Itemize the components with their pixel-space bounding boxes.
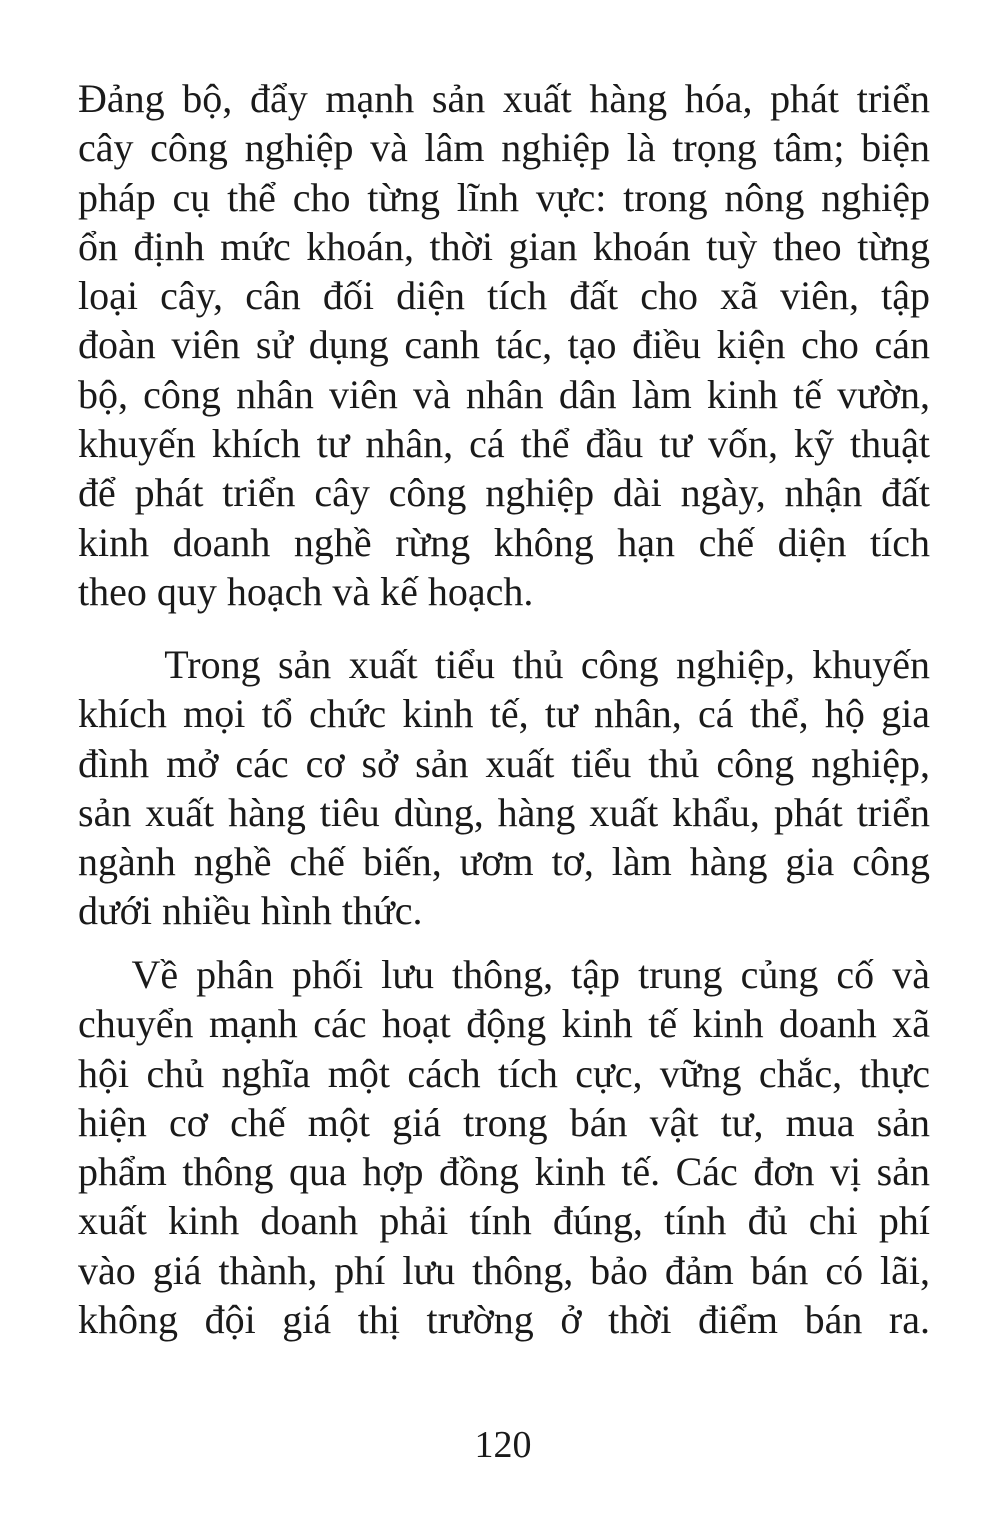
text-line: khuyến khích tư nhân, cá thể đầu tư vốn, kỹ thuật — [78, 421, 930, 467]
text-line: cây công nghiệp và lâm nghiệp là trọng tâm; biện — [78, 125, 930, 171]
text-line: theo quy hoạch và kế hoạch. — [78, 568, 534, 614]
text-line: đình mở các cơ sở sản xuất tiểu thủ công nghiệp, — [78, 740, 930, 786]
text-line: đoàn viên sử dụng canh tác, tạo điều kiện cho cán — [78, 322, 930, 368]
text-line: xuất kinh doanh phải tính đúng, tính đủ chi phí — [78, 1198, 930, 1244]
text-line: Về phân phối lưu thông, tập trung củng cố và — [78, 952, 930, 997]
page-number: 120 — [474, 1424, 532, 1466]
text-line: vào giá thành, phí lưu thông, bảo đảm bán có lãi, — [78, 1247, 930, 1293]
text-line: Trong sản xuất tiểu thủ công nghiệp, khuyến — [78, 642, 930, 687]
paragraph-3 — [78, 950, 930, 1344]
text-line: bộ, công nhân viên và nhân dân làm kinh tế vườn, — [78, 371, 930, 417]
paragraph-2 — [78, 640, 930, 936]
text-line: loại cây, cân đối diện tích đất cho xã viên, tập — [78, 273, 930, 319]
text-line: chuyển mạnh các hoạt động kinh tế kinh doanh xã — [78, 1001, 930, 1047]
text-line: phẩm thông qua hợp đồng kinh tế. Các đơn vị sản — [78, 1149, 930, 1195]
text-line: Đảng bộ, đẩy mạnh sản xuất hàng hóa, phát triển — [78, 76, 930, 121]
text-line: không đội giá thị trường ở thời điểm bán ra. — [78, 1297, 930, 1343]
text-line: để phát triển cây công nghiệp dài ngày, nhận đất — [78, 470, 930, 516]
text-line: khích mọi tổ chức kinh tế, tư nhân, cá thể, hộ gia — [78, 691, 930, 737]
text-line: ngành nghề chế biến, ươm tơ, làm hàng gia công — [78, 839, 930, 885]
text-line: sản xuất hàng tiêu dùng, hàng xuất khẩu, phát triển — [78, 789, 930, 835]
text-line: hiện cơ chế một giá trong bán vật tư, mua sản — [78, 1099, 930, 1145]
text-line: dưới nhiều hình thức. — [78, 888, 423, 934]
text-line: pháp cụ thể cho từng lĩnh vực: trong nông nghiệp — [78, 174, 930, 220]
text-line: kinh doanh nghề rừng không hạn chế diện tích — [78, 519, 930, 565]
text-line: ổn định mức khoán, thời gian khoán tuỳ theo từng — [78, 223, 930, 269]
text-line: hội chủ nghĩa một cách tích cực, vững chắc, thực — [78, 1050, 930, 1096]
paragraph-1 — [78, 74, 930, 616]
